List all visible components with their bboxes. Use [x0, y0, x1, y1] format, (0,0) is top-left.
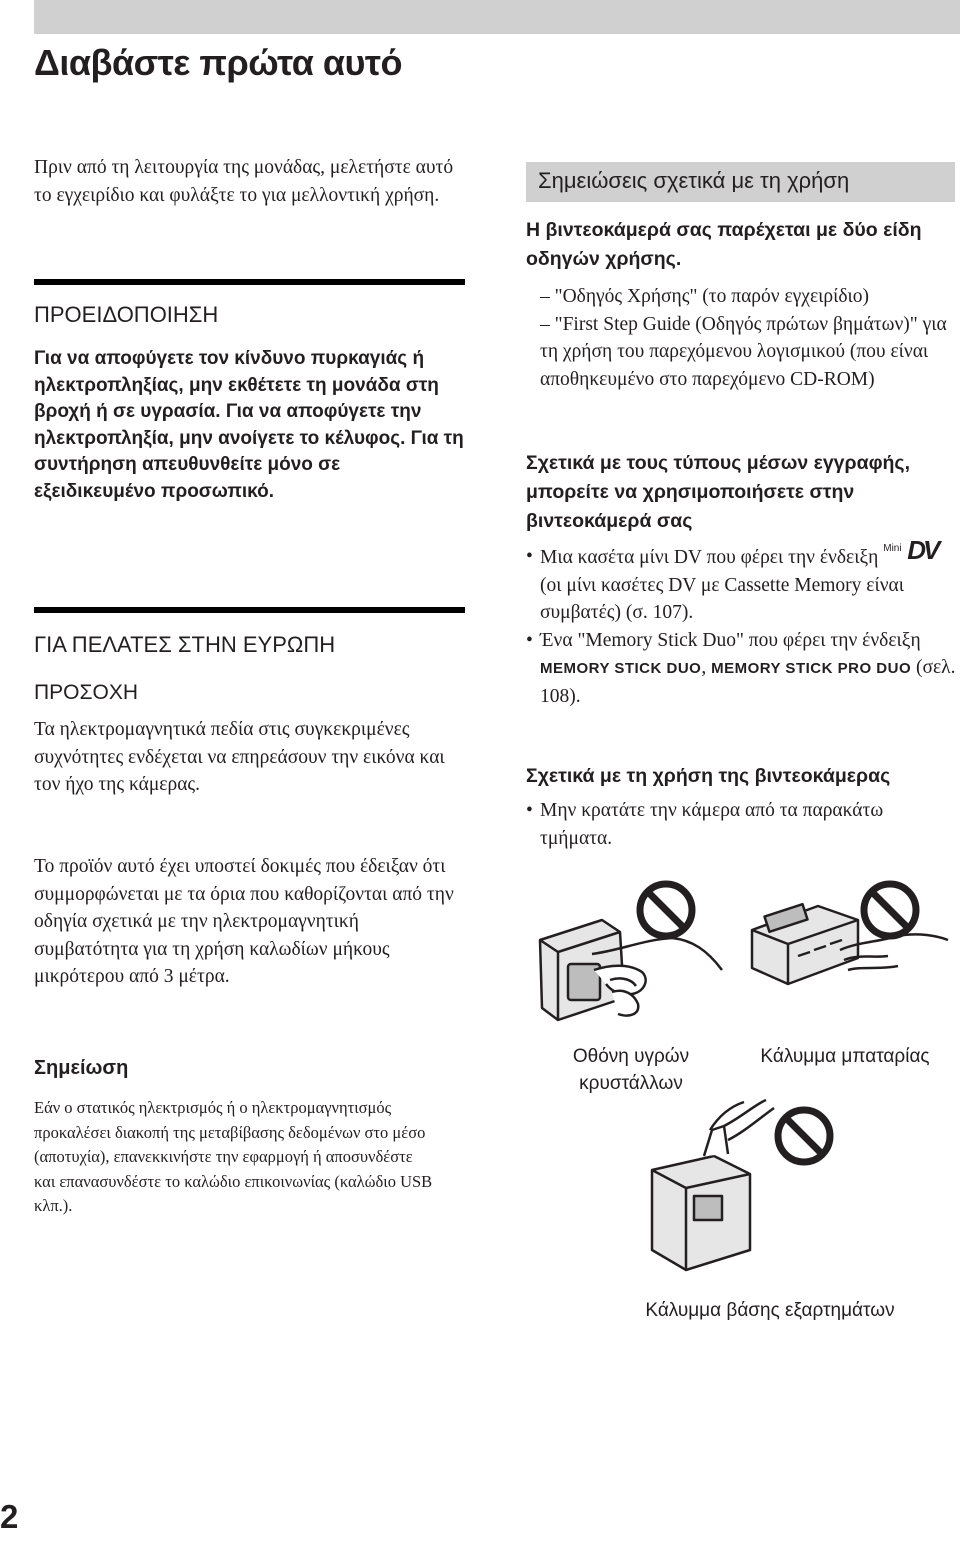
media-item-text: Ένα "Memory Stick Duo" που φέρει την ένδειξη — [540, 629, 921, 651]
memory-stick-pro-duo-logo: MEMORY STICK PRO DUO — [711, 660, 912, 677]
media-item-text: Μια κασέτα μίνι DV που φέρει την ένδειξη — [540, 547, 879, 568]
media-item-text: (οι μίνι κασέτες DV με Cassette Memory είναι συμβατές) (σ. 107). — [540, 574, 905, 623]
media-item-minidv — [526, 535, 956, 627]
minidv-logo — [883, 535, 939, 565]
caption-jack: Κάλυμμα βάσης εξαρτημάτων — [645, 1300, 895, 1321]
page-title: Διαβάστε πρώτα αυτό — [34, 42, 402, 83]
note-body: Εάν ο στατικός ηλεκτρισμός ή ο ηλεκτρομαγνητισμός προκαλέσει διακοπή της μεταβίβασης δεδομένων στο μέσο (αποτυχία), επανεκκινήστε την εφαρμογή ή αποσυνδέστε και επανασυνδέστε το καλώδιο επικοινωνίας (καλώδιο USB κλπ.). — [34, 1098, 433, 1215]
prohibited-icon — [778, 1110, 830, 1162]
intro-text: Πριν από τη λειτουργία της μονάδας, μελετήστε αυτό το εγχειρίδιο και φυλάξτε το για μελλοντική χρήση. — [34, 157, 454, 206]
prohibited-icon — [640, 884, 692, 936]
guide-item: – "First Step Guide (Οδηγός πρώτων βημάτων)" για τη χρήση του παρεχόμενου λογισμικού (που είναι αποθηκευμένο στο παρεχόμενο CD-ROM) — [540, 313, 947, 390]
warning-heading: ΠΡΟΕΙΔΟΠΟΙΗΣΗ — [34, 302, 219, 327]
prohibited-icon — [864, 884, 916, 936]
note-heading: Σημείωση — [34, 1057, 129, 1079]
warning-rule — [34, 279, 465, 285]
guides-list — [526, 283, 958, 393]
camera-heading: Σχετικά με τη χρήση της βιντεοκάμερας — [526, 765, 891, 787]
camera-lcd-illustration — [532, 880, 732, 1040]
caption-battery: Κάλυμμα μπαταρίας — [760, 1046, 930, 1067]
page-number: 2 — [0, 1498, 19, 1535]
usage-notes-header — [526, 162, 955, 202]
guide-item: – "Οδηγός Χρήσης" (το παρόν εγχειρίδιο) — [540, 286, 870, 307]
guides-heading: Η βιντεοκάμερά σας παρέχεται με δύο είδη οδηγών χρήσης. — [526, 219, 922, 270]
emc-test-body: Το προϊόν αυτό έχει υποστεί δοκιμές που έδειξαν ότι συμμορφώνεται με τα όρια που καθορίζονται από την οδηγία σχετικά με την ηλεκτρομαγνητική συμβατότητα για τη χρήση καλωδίων μήκους μικρότερου από 3 μέτρα. — [34, 856, 454, 987]
caution-body: Τα ηλεκτρομαγνητικά πεδία στις συγκεκριμένες συχνότητες ενδέχεται να επηρεάσουν την εικόνα και τον ήχο της κάμερας. — [34, 719, 445, 795]
memory-stick-duo-logo: MEMORY STICK DUO — [540, 660, 702, 677]
minidv-logo-small: Mini — [883, 543, 902, 554]
caution-heading: ΠΡΟΣΟΧΗ — [34, 681, 138, 704]
caption-lcd: Οθόνη υγρών κρυστάλλων — [572, 1046, 690, 1094]
camera-battery-illustration — [748, 880, 948, 1000]
top-header-bar — [34, 0, 960, 34]
usage-notes-heading: Σημειώσεις σχετικά με τη χρήση — [538, 168, 850, 193]
media-item-text: (σελ. 108). — [540, 657, 956, 707]
media-item-memory-stick: • Ένα "Memory Stick Duo" που φέρει την ένδειξη MEMORY STICK DUO, MEMORY STICK PRO DUO (σελ. 108). — [526, 627, 956, 711]
warning-body: Για να αποφύγετε τον κίνδυνο πυρκαγιάς ή ηλεκτροπληξίας, μην εκθέτετε τη μονάδα στη βροχή ή σε υγρασία. Για να αποφύγετε την ηλεκτροπληξία, μην ανοίγετε το κέλυφος. Για τη συντήρηση απευθυνθείτε μόνο σε εξειδικευμένο προσωπικό. — [34, 348, 464, 502]
media-heading: Σχετικά με τους τύπους μέσων εγγραφής, μπορείτε να χρησιμοποιήσετε στην βιντεοκάμερά σας — [526, 452, 910, 532]
camera-item: • Μην κρατάτε την κάμερα από τα παρακάτω τμήματα. — [526, 797, 900, 852]
europe-rule — [34, 607, 465, 613]
minidv-logo-big: DV — [907, 535, 938, 565]
camera-jack-illustration — [640, 1100, 840, 1290]
europe-heading: ΓΙΑ ΠΕΛΑΤΕΣ ΣΤΗΝ ΕΥΡΩΠΗ — [34, 632, 336, 657]
media-list — [526, 535, 956, 710]
